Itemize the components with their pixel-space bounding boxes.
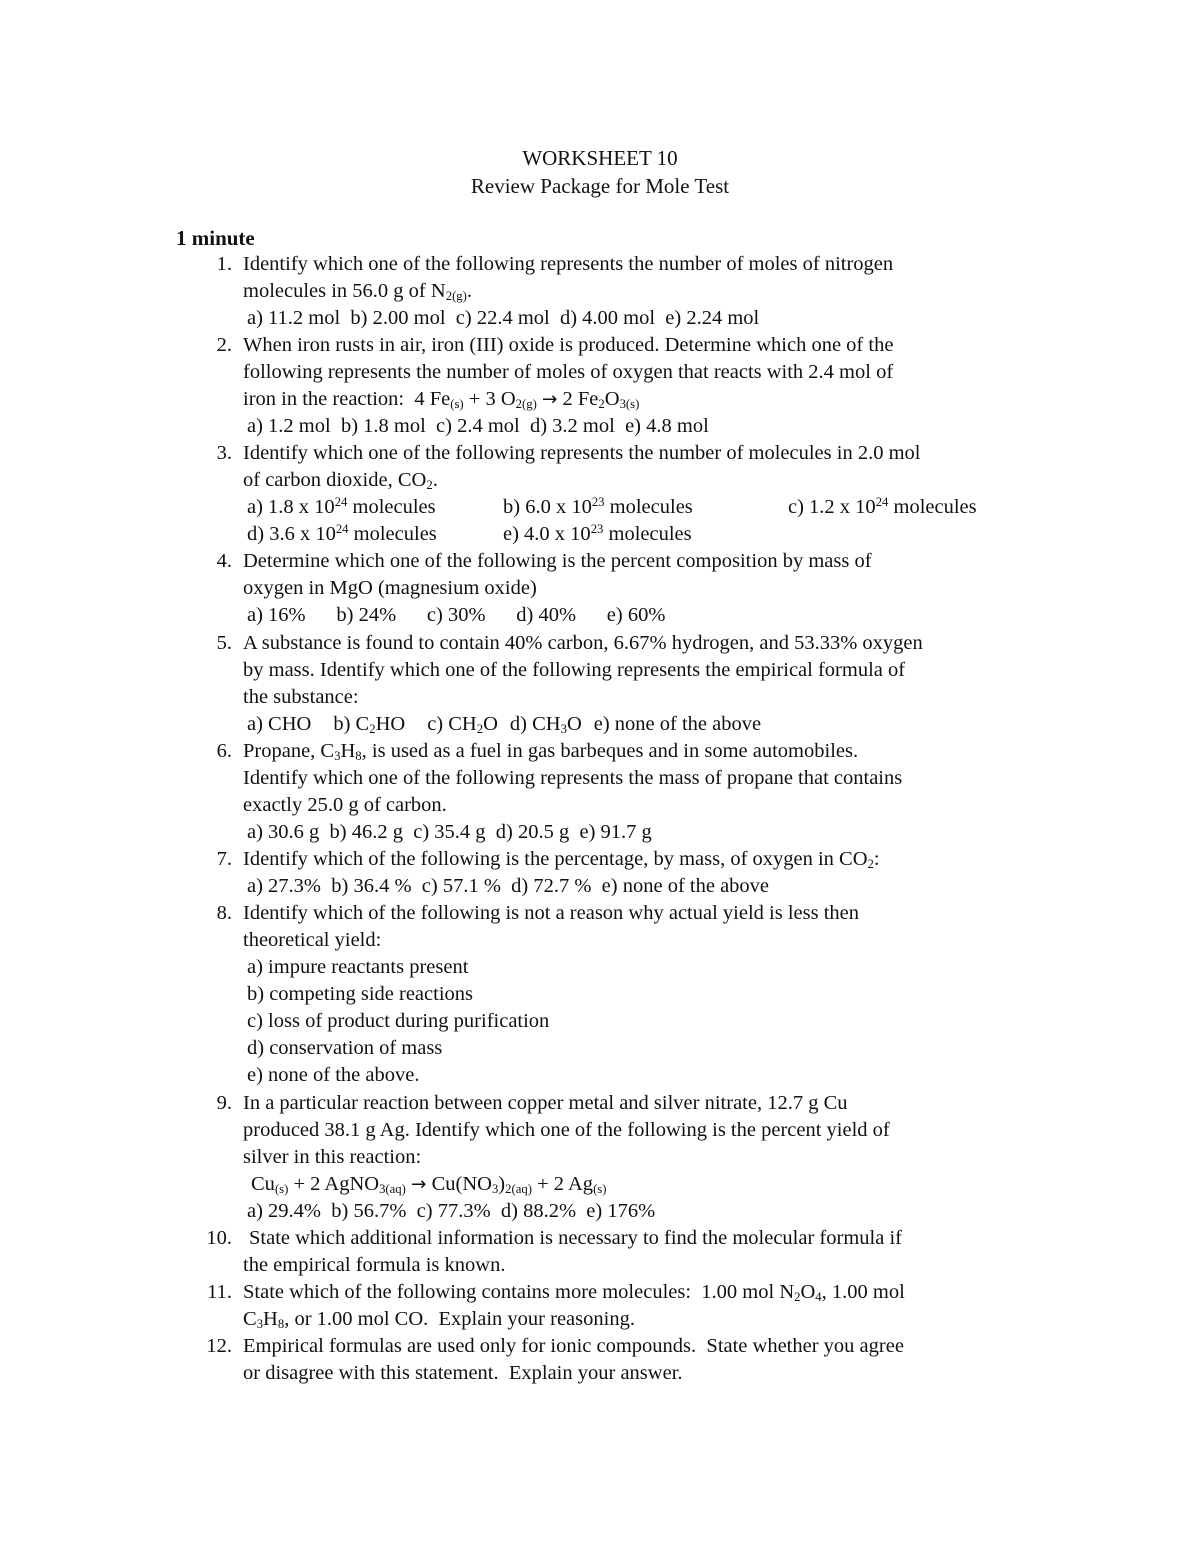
question-number: 10.: [206, 1227, 232, 1249]
question-number: 6.: [216, 740, 232, 762]
question-8: [0, 900, 1200, 1089]
question-text: molecules in 56.0 g of $N_{2(g)}$.: [243, 280, 472, 304]
question-text: theoretical yield:: [243, 929, 382, 951]
question-text: produced 38.1 g Ag. Identify which one of the following is the percent yield of: [243, 1119, 890, 1141]
question-text: or disagree with this statement. Explain your answer.: [243, 1362, 683, 1384]
question-text: Empirical formulas are used only for ionic compounds. State whether you agree: [243, 1335, 904, 1357]
answer-option-c: c) loss of product during purification: [247, 1010, 550, 1032]
question-number: 12.: [206, 1335, 232, 1357]
page-title: WORKSHEET 10: [522, 146, 678, 170]
answer-options: a) 29.4% b) 56.7% c) 77.3% d) 88.2% e) 176%: [247, 1200, 656, 1222]
answer-options: a) 27.3% b) 36.4 % c) 57.1 % d) 72.7 % e) none of the above: [247, 875, 770, 897]
question-text: the substance:: [243, 686, 359, 708]
question-text: oxygen in MgO (magnesium oxide): [243, 577, 537, 599]
reaction-equation: $Cu_{(s)} + 2$ AgNO$_{3(aq)}$ → $Cu(NO_3)_{2(aq)} + 2$ $Ag_{(s)}$: [251, 1173, 607, 1197]
answer-option-e: e) none of the above.: [247, 1064, 420, 1086]
question-text: Identify which one of the following represents the number of molecules in 2.0 mol: [243, 442, 921, 464]
question-number: 8.: [216, 902, 232, 924]
question-text: Identify which of the following is not a reason why actual yield is less then: [243, 902, 860, 924]
question-text: the empirical formula is known.: [243, 1254, 506, 1276]
section-heading: 1 minute: [176, 226, 255, 250]
question-text: of carbon dioxide, $CO_2$.: [243, 469, 438, 493]
question-text: by mass. Identify which one of the following represents the empirical formula of: [243, 659, 906, 681]
question-6: [0, 738, 1200, 846]
arrow-icon: →: [541, 389, 558, 410]
question-text: Identify which one of the following represents the number of moles of nitrogen: [243, 253, 894, 275]
question-2: [0, 332, 1200, 440]
question-12: [0, 1333, 1200, 1387]
question-text: Propane, $C_3H_8$, is used as a fuel in gas barbeques and in some automobiles.: [243, 740, 859, 764]
page-subtitle: Review Package for Mole Test: [470, 174, 730, 198]
answer-options: a) 11.2 mol b) 2.00 mol c) 22.4 mol d) 4.00 mol e) 2.24 mol: [247, 307, 760, 329]
question-text: State which of the following contains more molecules: 1.00 mol $N_2O_4$, 1.00 mol: [243, 1281, 905, 1305]
answer-options: a) 30.6 g b) 46.2 g c) 35.4 g d) 20.5 g e) 91.7 g: [247, 821, 652, 843]
arrow-icon: →: [411, 1174, 427, 1195]
question-5: [0, 630, 1200, 738]
answer-option-b: b) 6.0 x $10^{23}$ molecules: [503, 495, 693, 518]
question-number: 1.: [216, 253, 232, 275]
answer-option-e: e) 4.0 x $10^{23}$ molecules: [503, 522, 692, 545]
question-text: Determine which one of the following is the percent composition by mass of: [243, 550, 872, 572]
question-text: Identify which one of the following represents the mass of propane that contains: [243, 767, 903, 789]
answer-options: a) 16% b) 24% c) 30% d) 40% e) 60%: [247, 604, 666, 626]
question-text: State which additional information is necessary to find the molecular formula if: [249, 1227, 902, 1249]
answer-options: a) CHO b) $C_2HO$ c) $CH_2O$ d) $CH_3O$ e) none of the above: [247, 713, 762, 737]
question-9: [0, 1090, 1200, 1225]
question-1: [0, 251, 1200, 332]
question-text: In a particular reaction between copper metal and silver nitrate, 12.7 g Cu: [243, 1092, 848, 1114]
question-3: [0, 440, 1200, 548]
question-11: [0, 1279, 1200, 1333]
answer-options: a) 1.2 mol b) 1.8 mol c) 2.4 mol d) 3.2 mol e) 4.8 mol: [247, 415, 709, 437]
answer-option-c: c) 1.2 x $10^{24}$ molecules: [788, 495, 977, 518]
question-text: $C_3H_8$, or 1.00 mol CO. Explain your reasoning.: [243, 1308, 635, 1332]
question-text: silver in this reaction:: [243, 1146, 422, 1168]
question-4: [0, 548, 1200, 629]
question-text: following represents the number of moles of oxygen that reacts with 2.4 mol of: [243, 361, 894, 383]
answer-option-a: a) 1.8 x $10^{24}$ molecules: [247, 495, 436, 518]
question-text: exactly 25.0 g of carbon.: [243, 794, 447, 816]
answer-option-a: a) impure reactants present: [247, 956, 469, 978]
answer-option-d: d) conservation of mass: [247, 1037, 443, 1059]
question-number: 5.: [216, 632, 232, 654]
question-10: [0, 1225, 1200, 1279]
question-number: 2.: [216, 334, 232, 356]
question-text: A substance is found to contain 40% carbon, 6.67% hydrogen, and 53.33% oxygen: [243, 632, 923, 654]
question-7: [0, 846, 1200, 900]
question-number: 9.: [216, 1092, 232, 1114]
question-number: 4.: [216, 550, 232, 572]
answer-option-d: d) 3.6 x $10^{24}$ molecules: [247, 522, 437, 545]
question-number: 7.: [216, 848, 232, 870]
reaction-equation: iron in the reaction: 4 $Fe_{(s)} + 3$ $O_{2(g)} \to 2$ $Fe_2O_{3(s)}$: [243, 388, 640, 412]
question-text: When iron rusts in air, iron (III) oxide is produced. Determine which one of the: [243, 334, 894, 356]
question-number: 3.: [216, 442, 232, 464]
question-number: 11.: [207, 1281, 232, 1303]
answer-option-b: b) competing side reactions: [247, 983, 474, 1005]
question-text: Identify which of the following is the percentage, by mass, of oxygen in $CO_2$:: [243, 848, 880, 872]
